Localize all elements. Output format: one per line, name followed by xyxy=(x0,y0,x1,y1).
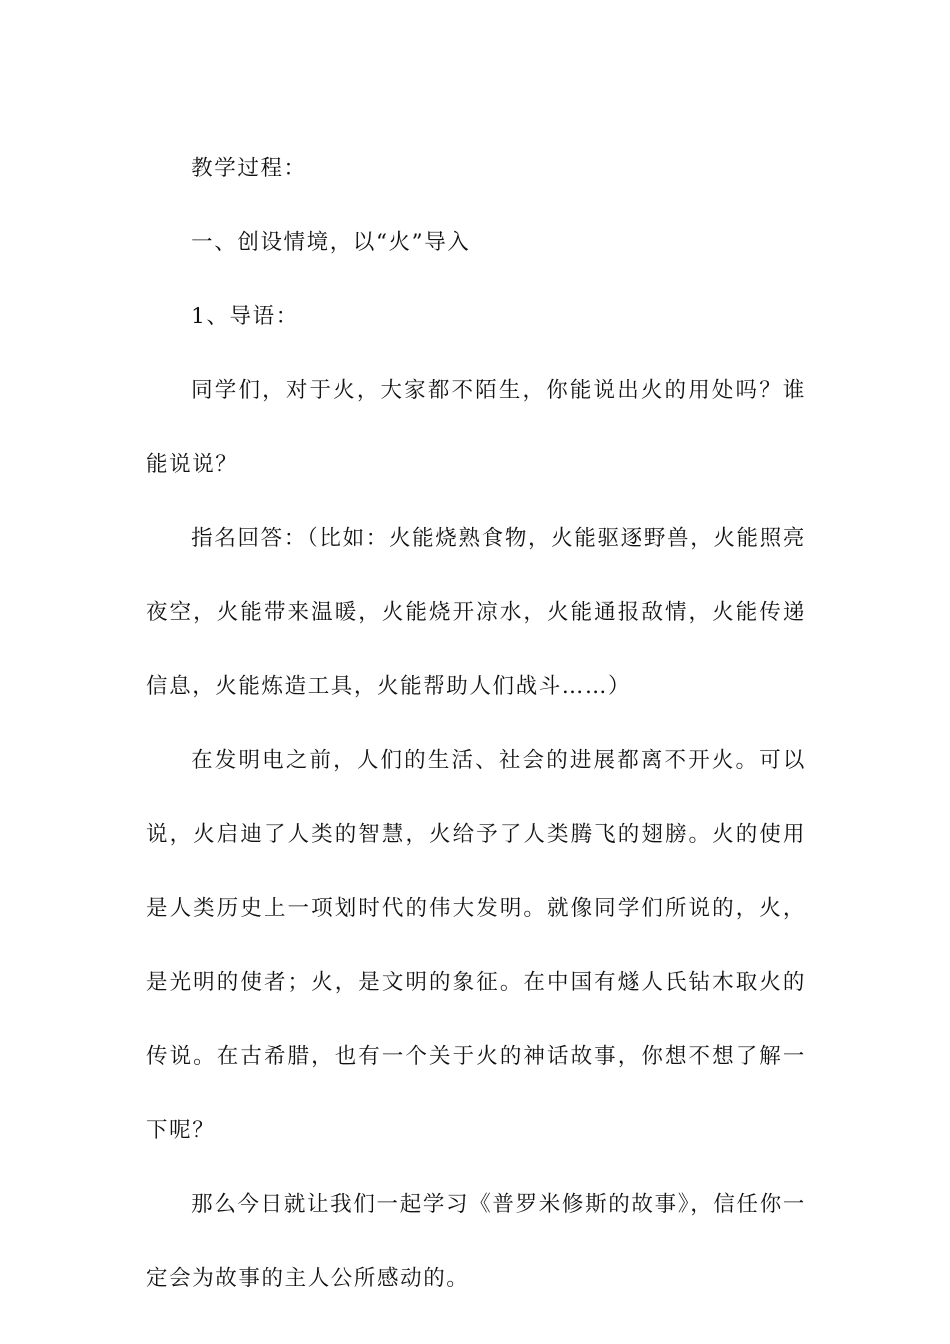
paragraph-fire-history: 在发明电之前，人们的生活、社会的进展都离不开火。可以说，火启迪了人类的智慧，火给予了人类腾飞的翅膀。火的使用是人类历史上一项划时代的伟大发明。就像同学们所说的，火，是光明的使者；火，是文明的象征。在中国有燧人氏钻木取火的传说。在古希腊，也有一个关于火的神话故事，你想不想了解一下呢？ xyxy=(146,748,806,1143)
paragraph-lesson-intro: 那么今日就让我们一起学习《普罗米修斯的故事》，信任你一定会为故事的主人公所感动的。 xyxy=(146,1192,806,1291)
paragraph-question: 同学们，对于火，大家都不陌生，你能说出火的用处吗？谁能说说？ xyxy=(146,378,806,477)
subsection-heading: 1、导语： xyxy=(191,304,299,329)
paragraph-answers: 指名回答：（比如：火能烧熟食物，火能驱逐野兽，火能照亮夜空，火能带来温暖，火能烧开凉水，火能通报敌情，火能传递信息，火能炼造工具，火能帮助人们战斗……） xyxy=(146,526,806,699)
document-body xyxy=(146,132,806,1316)
section-label: 教学过程： xyxy=(191,156,307,181)
section-heading: 一、创设情境，以“火”导入 xyxy=(191,230,471,255)
